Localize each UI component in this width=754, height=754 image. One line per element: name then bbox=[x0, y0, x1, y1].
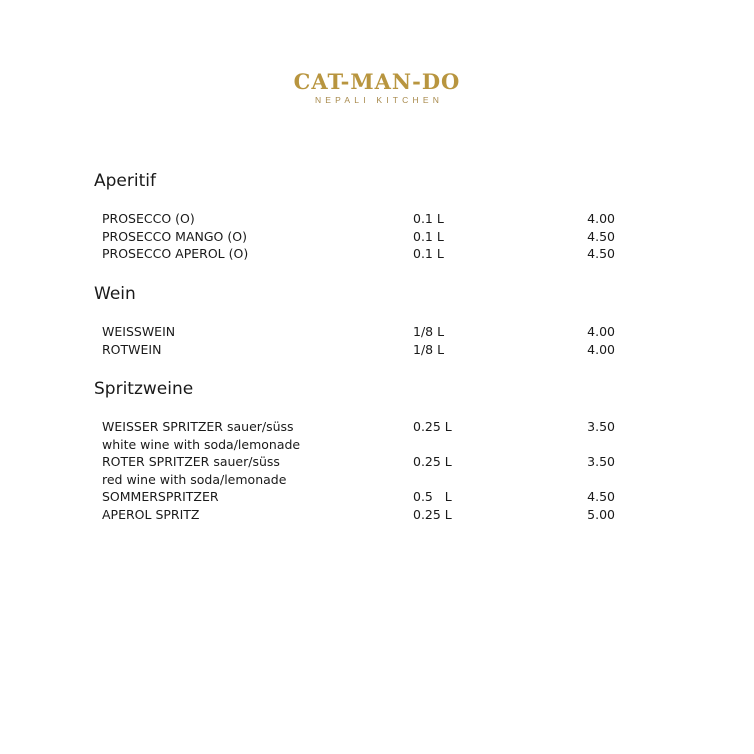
menu-item bbox=[102, 245, 624, 263]
menu-item bbox=[102, 228, 624, 246]
item-quantity: 0.25 L bbox=[413, 419, 452, 434]
section-title: Spritzweine bbox=[94, 379, 194, 399]
item-name: ROTER SPRITZER sauer/süss bbox=[102, 454, 280, 469]
item-quantity: 1/8 L bbox=[413, 341, 445, 357]
restaurant-logo bbox=[0, 70, 754, 105]
item-quantity: 0.1 L bbox=[413, 246, 444, 261]
item-quantity: 0.1 L bbox=[413, 211, 444, 226]
menu-item bbox=[102, 453, 624, 488]
menu-list bbox=[94, 210, 624, 263]
menu-item bbox=[102, 506, 624, 524]
section-aperitif bbox=[94, 171, 624, 263]
section-wein bbox=[94, 284, 624, 358]
menu-list bbox=[94, 418, 624, 523]
item-name: SOMMERSPRITZER bbox=[102, 489, 219, 504]
section-title: Wein bbox=[94, 284, 136, 304]
item-quantity: 0.1 L bbox=[413, 228, 444, 244]
item-name: APEROL SPRITZ bbox=[102, 506, 200, 522]
item-price: 3.50 bbox=[587, 419, 615, 434]
item-description: red wine with soda/lemonade bbox=[102, 471, 287, 487]
item-price: 4.00 bbox=[587, 341, 615, 357]
section-title: Aperitif bbox=[94, 171, 156, 191]
section-spritzweine bbox=[94, 379, 624, 523]
item-price: 4.00 bbox=[587, 324, 615, 339]
item-price: 3.50 bbox=[587, 454, 615, 469]
menu-item bbox=[102, 323, 624, 341]
item-price: 4.50 bbox=[587, 246, 615, 261]
item-description: white wine with soda/lemonade bbox=[102, 436, 301, 452]
menu-item bbox=[102, 210, 624, 228]
item-name: ROTWEIN bbox=[102, 341, 162, 357]
menu-item bbox=[102, 341, 624, 359]
item-price: 5.00 bbox=[587, 506, 615, 522]
logo-name: CAT-MAN-DO bbox=[293, 69, 461, 94]
item-name: PROSECCO MANGO (O) bbox=[102, 228, 247, 244]
item-name: WEISSER SPRITZER sauer/süss bbox=[102, 419, 294, 434]
menu-item bbox=[102, 488, 624, 506]
item-quantity: 1/8 L bbox=[413, 324, 445, 339]
item-name: WEISSWEIN bbox=[102, 324, 176, 339]
item-price: 4.50 bbox=[587, 228, 615, 244]
menu-item bbox=[102, 418, 624, 453]
item-quantity: 0.25 L bbox=[413, 454, 452, 469]
logo-subtitle: NEPALI KITCHEN bbox=[314, 95, 444, 105]
item-quantity: 0.5 L bbox=[413, 489, 452, 504]
item-name: PROSECCO (O) bbox=[102, 211, 195, 226]
item-name: PROSECCO APEROL (O) bbox=[102, 246, 249, 261]
item-quantity: 0.25 L bbox=[413, 506, 452, 522]
item-price: 4.50 bbox=[587, 489, 615, 504]
menu-list bbox=[94, 323, 624, 358]
item-price: 4.00 bbox=[587, 211, 615, 226]
